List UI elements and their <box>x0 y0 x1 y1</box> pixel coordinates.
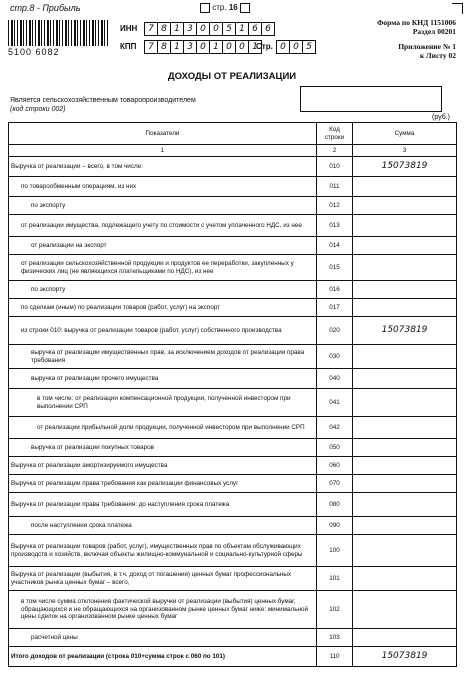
row-sum[interactable] <box>353 439 457 457</box>
inn-digit-cell[interactable]: 3 <box>184 23 197 35</box>
table-row <box>9 567 457 591</box>
row-code: 060 <box>317 457 353 475</box>
row-indicator: в том числе сумма отклонения фактической выручки от реализации (выбытия) ценных бумаг, обращающихся и не обращающихся на организованном рынке ценных бумаг ниже: минимальной цены сделок на организованном рынке ценных бумаг <box>9 591 317 629</box>
row-sum[interactable] <box>353 237 457 255</box>
table-row <box>9 591 457 629</box>
table-row <box>9 517 457 535</box>
table-row <box>9 215 457 237</box>
row-indicator: Выручка от реализации товаров (работ, услуг), имущественных прав по объектам обслуживающих производств и хозяйств, включая объекты жилищно-коммунальной и социально-культурной сферы <box>9 535 317 567</box>
table-row <box>9 457 457 475</box>
kpp-str-label: Стр. <box>256 42 273 51</box>
row-indicator: Итого доходов от реализации (строка 010+сумма строк с 060 по 101) <box>9 647 317 667</box>
row-sum[interactable]: 15073819 <box>353 317 457 345</box>
inn-digit-cell[interactable]: 0 <box>210 23 223 35</box>
form-knd: Форма по КНД 1151006 <box>376 18 456 27</box>
kpp-digit-cell[interactable]: 1 <box>171 41 184 53</box>
row-sum[interactable] <box>353 535 457 567</box>
row-code: 041 <box>317 389 353 417</box>
table-row <box>9 177 457 197</box>
col-number-2: 2 <box>317 145 353 157</box>
row-indicator: по товарообменным операциям, из них <box>9 177 317 197</box>
row-sum[interactable] <box>353 177 457 197</box>
row-indicator: в том числе: от реализации компенсационной продукции, полученной инвестором при выполнении СРП <box>9 389 317 417</box>
row-sum[interactable]: 15073819 <box>353 157 457 177</box>
row-sum[interactable] <box>353 517 457 535</box>
row-code: 101 <box>317 567 353 591</box>
page-str-label: стр. <box>212 3 227 13</box>
row-code: 102 <box>317 591 353 629</box>
table-row <box>9 157 457 177</box>
table-row <box>9 281 457 299</box>
col-header-sum: Сумма <box>353 123 457 145</box>
row-code: 100 <box>317 535 353 567</box>
row-code: 042 <box>317 417 353 439</box>
row-sum[interactable] <box>353 457 457 475</box>
corner-mark <box>452 3 463 14</box>
str-digit-cell[interactable]: 5 <box>306 42 312 52</box>
table-row <box>9 493 457 517</box>
table-row <box>9 369 457 389</box>
row-sum[interactable] <box>353 475 457 493</box>
row-sum[interactable] <box>353 281 457 299</box>
inn-digit-cell[interactable]: 6 <box>249 23 262 35</box>
row-code: 030 <box>317 345 353 369</box>
kpp-digit-cell[interactable]: 8 <box>158 41 171 53</box>
row-code: 050 <box>317 439 353 457</box>
row-code: 014 <box>317 237 353 255</box>
barcode <box>8 20 108 46</box>
row-indicator: от реализации имущества, подлежащего учету по стоимости с учетом уплаченного НДС, из нее <box>9 215 317 237</box>
col-number-3: 3 <box>353 145 457 157</box>
row-indicator: Выручка от реализации права требования: до наступления срока платежа <box>9 493 317 517</box>
row-indicator: от реализации на экспорт <box>9 237 317 255</box>
inn-digit-cell[interactable]: 8 <box>158 23 171 35</box>
row-code: 090 <box>317 517 353 535</box>
row-code: 011 <box>317 177 353 197</box>
row-code: 015 <box>317 255 353 281</box>
table-row <box>9 629 457 647</box>
inn-digit-cell[interactable]: 1 <box>171 23 184 35</box>
form-sheet: к Листу 02 <box>419 51 456 60</box>
row-indicator: Выручка от реализации амортизируемого имущества <box>9 457 317 475</box>
row-code: 016 <box>317 281 353 299</box>
form-header <box>377 18 456 60</box>
row-sum[interactable] <box>353 299 457 317</box>
row-sum[interactable] <box>353 493 457 517</box>
inn-label: ИНН <box>120 24 138 33</box>
inn-digit-cell[interactable]: 1 <box>236 23 249 35</box>
row-sum[interactable] <box>353 629 457 647</box>
table-row <box>9 535 457 567</box>
table-row <box>9 345 457 369</box>
agri-line2: (код строки 002) <box>10 106 66 113</box>
row-indicator: по экспорту <box>9 197 317 215</box>
inn-digit-cell[interactable]: 7 <box>145 23 158 35</box>
income-table <box>8 122 457 667</box>
page-number <box>200 3 250 13</box>
table-row <box>9 417 457 439</box>
table-row <box>9 389 457 417</box>
row-code: 017 <box>317 299 353 317</box>
marker-square-icon <box>200 3 210 13</box>
table-row <box>9 237 457 255</box>
inn-digit-cell[interactable]: 5 <box>223 23 236 35</box>
row-indicator: расчетной цены <box>9 629 317 647</box>
col-header-code: Код строки <box>317 123 353 145</box>
row-indicator: из строки 010: выручка от реализации товаров (работ, услуг) собственного производства <box>9 317 317 345</box>
kpp-digit-cell[interactable]: 1 <box>252 42 258 52</box>
col-header-indicator: Показатели <box>9 123 317 145</box>
row-indicator: Выручка от реализации (выбытия, в т.ч. доход от погашения) ценных бумаг профессиональных участников рынка ценных бумаг – всего, <box>9 567 317 591</box>
agri-line1: Является сельскохозяйственным товаропроизводителем <box>10 97 196 104</box>
row-code: 012 <box>317 197 353 215</box>
kpp-digit-cell[interactable]: 3 <box>184 41 197 53</box>
str-digit-cell[interactable]: 0 <box>277 41 290 53</box>
row-indicator: выручка от реализации прочего имущества <box>9 369 317 389</box>
row-sum[interactable] <box>353 197 457 215</box>
str-digit-cell[interactable]: 0 <box>290 41 303 53</box>
inn-digit-cell[interactable]: 6 <box>265 24 271 34</box>
agri-checkbox[interactable] <box>300 86 442 112</box>
row-code: 070 <box>317 475 353 493</box>
kpp-digit-cell[interactable]: 7 <box>145 41 158 53</box>
table-row <box>9 647 457 667</box>
kpp-digit-cell[interactable]: 0 <box>236 41 249 53</box>
page-title: ДОХОДЫ ОТ РЕАЛИЗАЦИИ <box>167 71 297 82</box>
kpp-digit-cell[interactable]: 0 <box>223 41 236 53</box>
row-indicator: по экспорту <box>9 281 317 299</box>
form-section: Раздел 00201 <box>412 27 456 36</box>
row-sum[interactable] <box>353 345 457 369</box>
row-sum[interactable] <box>353 369 457 389</box>
row-code: 013 <box>317 215 353 237</box>
page-str-number: 16 <box>228 3 238 13</box>
row-indicator: выручка от реализации имущественных прав, за исключением доходов от реализации права требования <box>9 345 317 369</box>
kpp-digit-cell[interactable]: 0 <box>197 41 210 53</box>
row-indicator: по сделкам (иным) по реализации товаров (работ, услуг) на экспорт <box>9 299 317 317</box>
units-label: (руб.) <box>431 114 450 121</box>
agri-label <box>10 96 196 114</box>
str-field <box>276 40 316 54</box>
row-code: 103 <box>317 629 353 647</box>
row-code: 110 <box>317 647 353 667</box>
row-code: 020 <box>317 317 353 345</box>
kpp-digit-cell[interactable]: 1 <box>210 41 223 53</box>
table-row <box>9 299 457 317</box>
row-sum[interactable] <box>353 591 457 629</box>
form-appendix: Приложение № 1 <box>398 42 456 51</box>
table-row <box>9 439 457 457</box>
row-code: 040 <box>317 369 353 389</box>
inn-digit-cell[interactable]: 0 <box>197 23 210 35</box>
kpp-label: КПП <box>120 42 137 51</box>
row-sum[interactable] <box>353 389 457 417</box>
kpp-field <box>144 40 262 54</box>
marker-square-icon <box>240 3 250 13</box>
inn-field <box>144 22 275 36</box>
table-row <box>9 255 457 281</box>
table-row <box>9 317 457 345</box>
row-indicator: от реализации прибыльной доли продукции, полученной инвестором при выполнении СРП <box>9 417 317 439</box>
page-label: стр.8 - Прибыль <box>10 3 81 13</box>
barcode-number: 5100 6082 <box>8 47 60 57</box>
table-row <box>9 197 457 215</box>
row-indicator: выручка от реализации покупных товаров <box>9 439 317 457</box>
row-sum[interactable] <box>353 417 457 439</box>
col-number-1: 1 <box>9 145 317 157</box>
row-code: 010 <box>317 157 353 177</box>
row-indicator: после наступления срока платежа <box>9 517 317 535</box>
row-sum[interactable] <box>353 215 457 237</box>
row-sum[interactable]: 15073819 <box>353 647 457 667</box>
row-code: 080 <box>317 493 353 517</box>
row-indicator: от реализации сельскохозяйственной продукции и продуктов ее переработки, закупленных у физических лиц (не являющихся плательщиками по НДС), из нее <box>9 255 317 281</box>
row-indicator: Выручка от реализации – всего, в том числе: <box>9 157 317 177</box>
row-indicator: Выручка от реализации права требования как реализации финансовых услуг <box>9 475 317 493</box>
table-row <box>9 475 457 493</box>
row-sum[interactable] <box>353 255 457 281</box>
row-sum[interactable] <box>353 567 457 591</box>
